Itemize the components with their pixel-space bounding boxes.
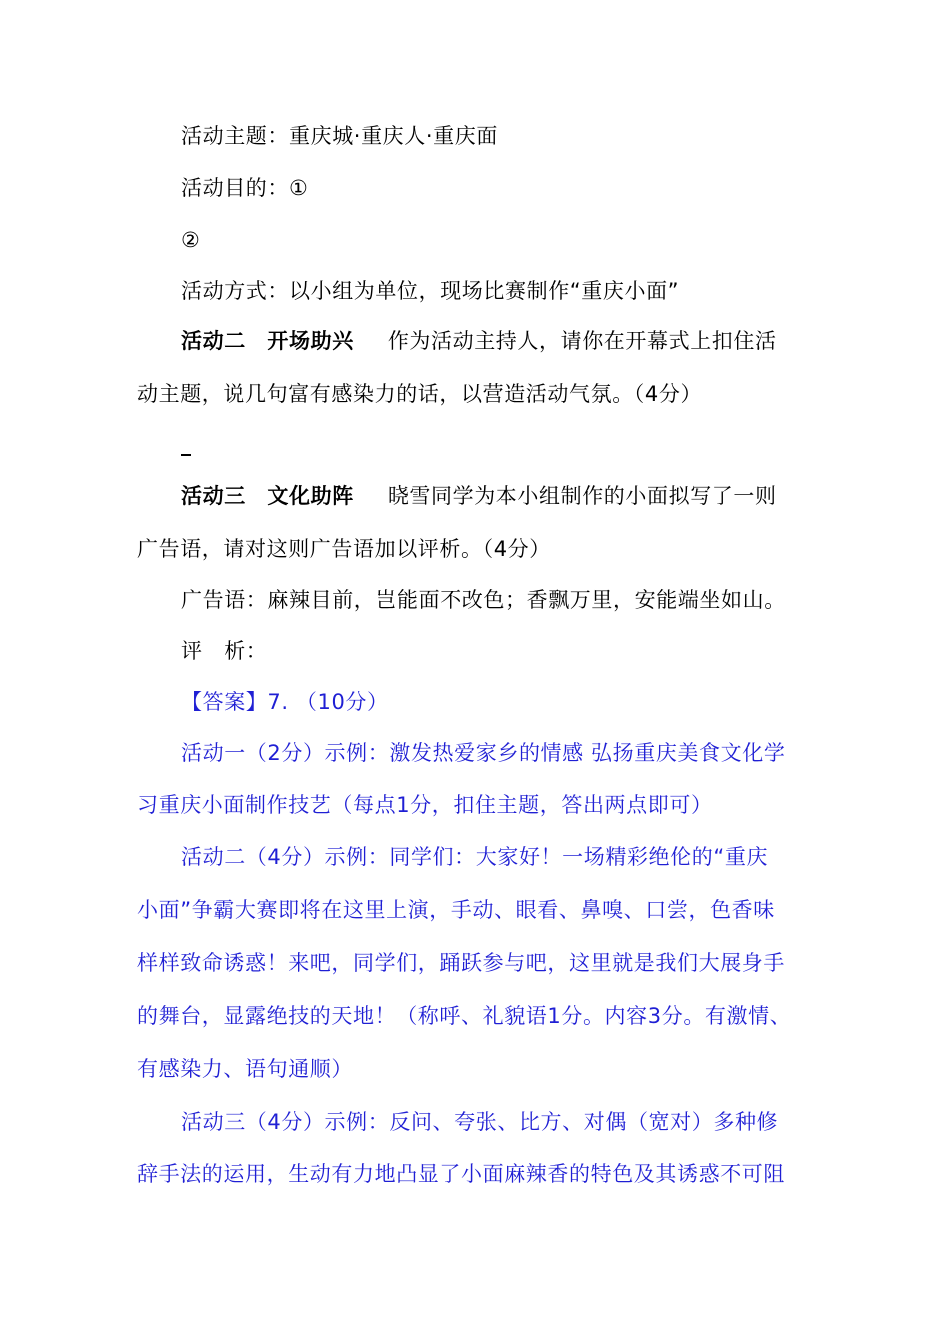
activity-theme-line: 活动主题：重庆城·重庆人·重庆面 bbox=[181, 124, 498, 148]
answer-activity-three-continued: 辞手法的运用，生动有力地凸显了小面麻辣香的特色及其诱惑不可阻 bbox=[137, 1162, 785, 1186]
answer-activity-two-line-4: 的舞台，显露绝技的天地！（称呼、礼貌语1分。内容3分。有激情、 bbox=[137, 1004, 792, 1028]
activity-two-prompt: 作为活动主持人，请你在开幕式上扣住活 bbox=[387, 329, 777, 353]
answer-activity-two-line-5: 有感染力、语句通顺） bbox=[137, 1057, 353, 1081]
activity-two-question bbox=[181, 326, 777, 356]
activity-three-title: 活动三 文化助阵 bbox=[181, 484, 354, 508]
answer-blank-line bbox=[181, 454, 191, 456]
review-label: 评 析： bbox=[181, 639, 268, 663]
activity-two-prompt-continued: 动主题，说几句富有感染力的话，以营造活动气氛。（4分） bbox=[137, 382, 703, 406]
activity-three-prompt-continued: 广告语，请对这则广告语加以评析。（4分） bbox=[137, 537, 551, 561]
activity-purpose-line: 活动目的：① bbox=[181, 176, 309, 200]
activity-method-line: 活动方式：以小组为单位，现场比赛制作“重庆小面” bbox=[181, 279, 680, 303]
activity-two-title: 活动二 开场助兴 bbox=[181, 329, 354, 353]
answer-activity-two: 活动二（4分）示例：同学们：大家好！一场精彩绝伦的“重庆 bbox=[181, 845, 769, 869]
activity-purpose-item-2: ② bbox=[181, 228, 201, 252]
answer-activity-three: 活动三（4分）示例：反问、夸张、比方、对偶（宽对）多种修 bbox=[181, 1110, 779, 1134]
answer-activity-two-line-2: 小面”争霸大赛即将在这里上演，手动、眼看、鼻嗅、口尝，色香味 bbox=[137, 898, 775, 922]
answer-activity-one-continued: 习重庆小面制作技艺（每点1分，扣住主题，答出两点即可） bbox=[137, 793, 713, 817]
activity-three-prompt: 晓雪同学为本小组制作的小面拟写了一则 bbox=[387, 484, 777, 508]
answer-heading: 【答案】7. （10分） bbox=[181, 690, 389, 714]
answer-activity-two-line-3: 样样致命诱惑！来吧，同学们，踊跃参与吧，这里就是我们大展身手 bbox=[137, 951, 785, 975]
answer-activity-one: 活动一（2分）示例：激发热爱家乡的情感 弘扬重庆美食文化学 bbox=[181, 741, 786, 765]
activity-three-question bbox=[181, 481, 777, 511]
slogan-line: 广告语：麻辣目前，岂能面不改色；香飘万里，安能端坐如山。 bbox=[181, 588, 786, 612]
